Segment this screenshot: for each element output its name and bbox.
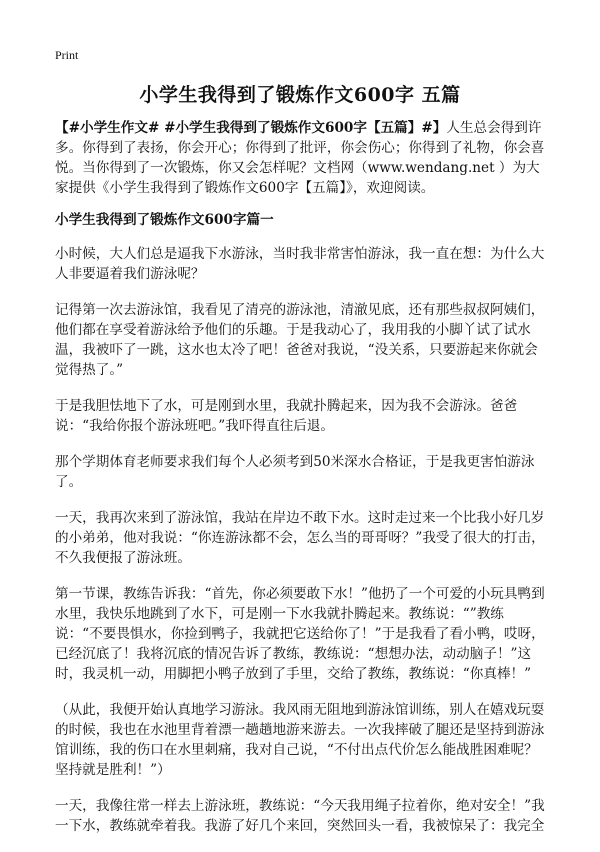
paragraph: 一天，我再次来到了游泳馆，我站在岸边不敢下水。这时走过来一个比我小好几岁的小弟弟，他对我说：“你连游泳都不会，怎么当的哥哥呀？”我受了很大的打击，不久我便报了游泳班。: [55, 510, 545, 566]
paragraph: （从此，我便开始认真地学习游泳。我风雨无阻地到游泳馆训练，别人在嬉戏玩耍的时候，我也在水池里背着漂一趟趟地游来游去。一次我摔破了腿还是坚持到游泳馆训练，我的伤口在水里刺痛，我对自己说，“不付出点代价怎么能战胜困难呢？坚持就是胜利！”）: [55, 702, 545, 778]
paragraph: 记得第一次去游泳馆，我看见了清亮的游泳池，清澈见底，还有那些叔叔阿姨们，他们都在享受着游泳给予他们的乐趣。于是我动心了，我用我的小脚丫试了试水温，我被吓了一跳，这水也太冷了吧！爸爸对我说，“没关系，只要游起来你就会觉得热了。”: [55, 302, 545, 378]
intro-paragraph: [55, 118, 550, 198]
intro-text: 人生总会得到许多。你得到了表扬，你会开心；你得到了批评，你会伤心；你得到了礼物，你会喜悦。当你得到了一次锻炼，你又会怎样呢？文档网（www.wendang.net ）为大家提供《小学生我得到了锻炼作文600字【五篇】》，欢迎阅读。: [55, 120, 545, 196]
paragraph: 第一节课，教练告诉我：“首先，你必须要敢下水！”他扔了一个可爱的小玩具鸭到水里，我快乐地跳到了水下，可是刚一下水我就扑腾起来。教练说：“”教练说：“不要畏惧水，你捡到鸭子，我就把它送给你了！”于是我看了看小鸭，哎呀，已经沉底了！我将沉底的情况告诉了教练，教练说：“想想办法，动动脑子！”这时，我灵机一动，用脚把小鸭子放到了手里，交给了教练，教练说：“你真棒！”: [55, 586, 545, 682]
paragraph: 于是我胆怯地下了水，可是刚到水里，我就扑腾起来，因为我不会游泳。爸爸说：“我给你报个游泳班吧。”我吓得直往后退。: [55, 398, 518, 434]
print-link[interactable]: Print: [55, 48, 79, 62]
paragraph: 那个学期体育老师要求我们每个人必须考到50米深水合格证，于是我更害怕游泳了。: [55, 454, 535, 490]
paragraph: 小时候，大人们总是逼我下水游泳，当时我非常害怕游泳，我一直在想：为什么大人非要逼着我们游泳呢？: [55, 246, 545, 282]
article-body: [55, 118, 550, 852]
section-title: 小学生我得到了锻炼作文600字篇一: [55, 212, 274, 228]
intro-tags: 【#小学生作文# #小学生我得到了锻炼作文600字【五篇】#】: [55, 120, 447, 136]
paragraph: 一天，我像往常一样去上游泳班，教练说：“今天我用绳子拉着你，绝对安全！”我一下水，教练就牵着我。我游了好几个来回，突然回头一看，我被惊呆了：我完全: [55, 798, 545, 834]
article-title: 小学生我得到了锻炼作文600字 五篇: [139, 84, 461, 106]
